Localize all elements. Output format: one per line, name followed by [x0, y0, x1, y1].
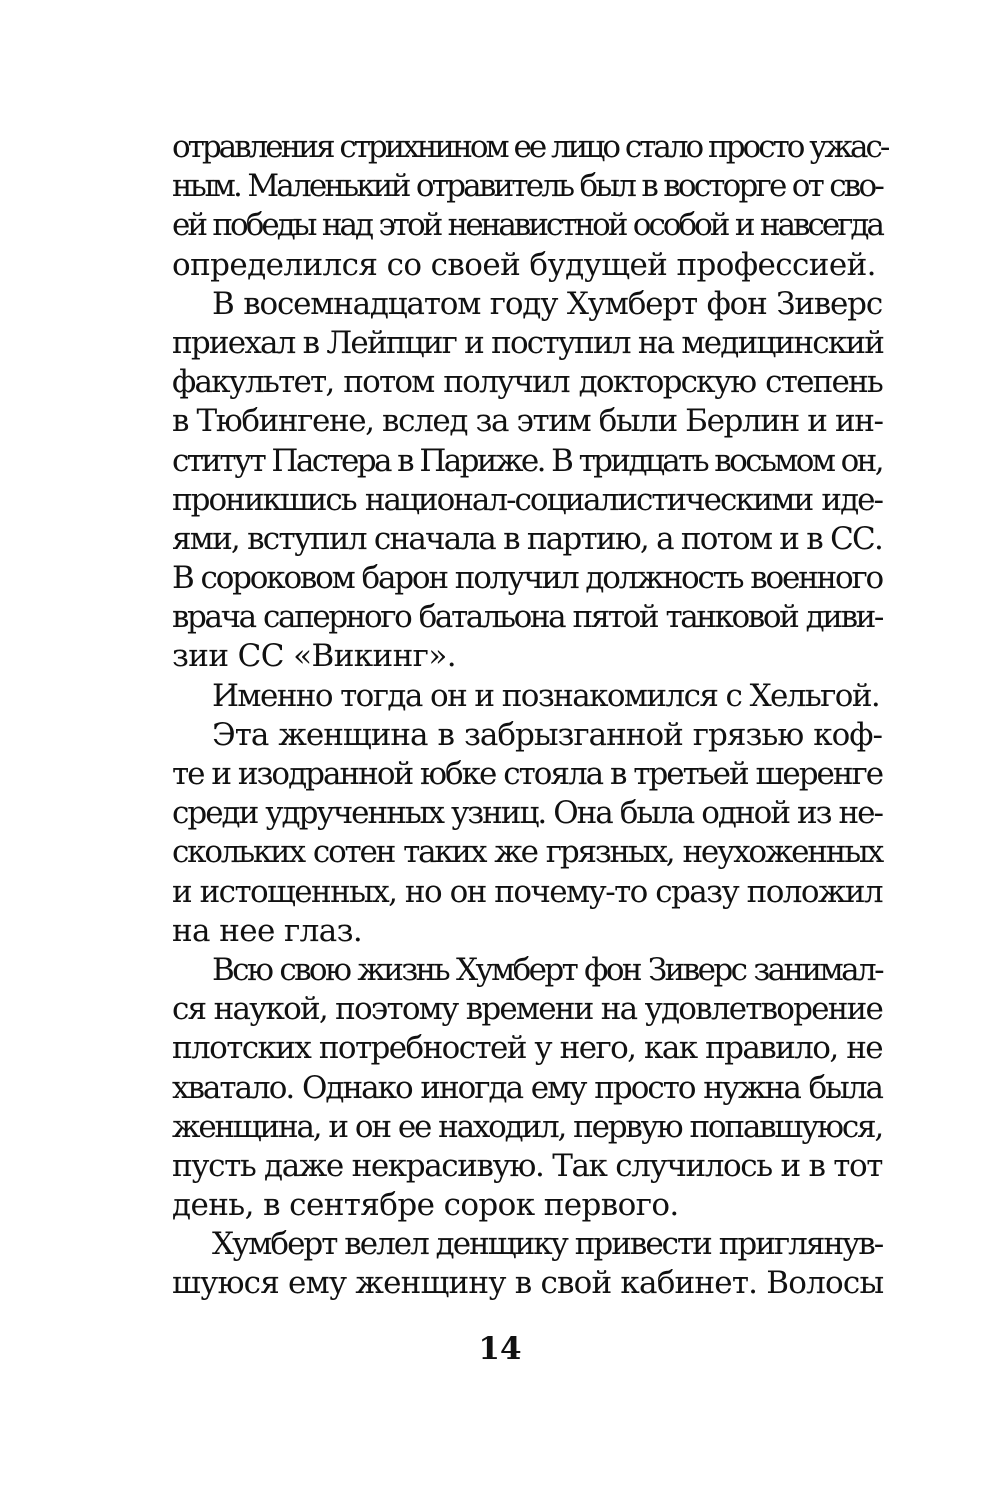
text-line: В сороковом барон получил должность военного	[172, 560, 882, 597]
text-line: пусть даже некрасивую. Так случилось и в тот	[172, 1147, 882, 1184]
text-line: Хумберт велел денщику привести приглянув-	[212, 1226, 883, 1263]
text-line: женщина, и он ее находил, первую попавшуюся,	[172, 1108, 882, 1145]
text-line: ей победы над этой ненавистной особой и навсегда	[172, 207, 882, 244]
text-line: зии СС «Викинг».	[172, 638, 456, 675]
page-number: 14	[478, 1331, 522, 1367]
text-line: отравления стрихнином ее лицо стало просто ужас-	[172, 129, 888, 165]
text-line: ями, вступил сначала в партию, а потом и в СС.	[172, 520, 882, 557]
text-line: скольких сотен таких же грязных, неухоженных	[172, 834, 882, 871]
text-line: Эта женщина в забрызганной грязью коф-	[212, 716, 882, 753]
text-line: день, в сентябре сорок первого.	[172, 1187, 679, 1224]
body-text	[172, 128, 888, 1304]
text-line: на нее глаз.	[172, 912, 363, 949]
text-line: в Тюбингене, вслед за этим были Берлин и ин-	[172, 403, 883, 440]
text-line: ся наукой, поэтому времени на удовлетворение	[172, 991, 882, 1028]
text-line: проникшись национал-социалистическими иде-	[172, 481, 882, 518]
text-line: В восемнадцатом году Хумберт фон Зиверс	[212, 285, 882, 322]
text-line: врача саперного батальона пятой танковой диви-	[172, 599, 882, 636]
text-line: приехал в Лейпциг и поступил на медицинский	[172, 324, 884, 361]
text-line: Всю свою жизнь Хумберт фон Зиверс занимал-	[212, 951, 882, 988]
text-line: определился со своей будущей профессией.	[172, 246, 876, 283]
text-line: среди удрученных узниц. Она была одной из не-	[172, 795, 882, 832]
text-line: ститут Пастера в Париже. В тридцать восьмом он,	[172, 442, 882, 479]
text-line: хватало. Однако иногда ему просто нужна была	[172, 1069, 882, 1106]
text-line: плотских потребностей у него, как правило, не	[172, 1030, 882, 1067]
text-line: шуюся ему женщину в свой кабинет. Волосы	[172, 1265, 884, 1302]
text-line: ным. Маленький отравитель был в восторге от сво-	[172, 168, 882, 205]
text-line: те и изодранной юбке стояла в третьей шеренге	[172, 756, 883, 792]
text-line: и истощенных, но он почему-то сразу положил	[172, 873, 882, 910]
text-line: факультет, потом получил докторскую степень	[172, 364, 882, 401]
text-line: Именно тогда он и познакомился с Хельгой.	[212, 677, 880, 714]
